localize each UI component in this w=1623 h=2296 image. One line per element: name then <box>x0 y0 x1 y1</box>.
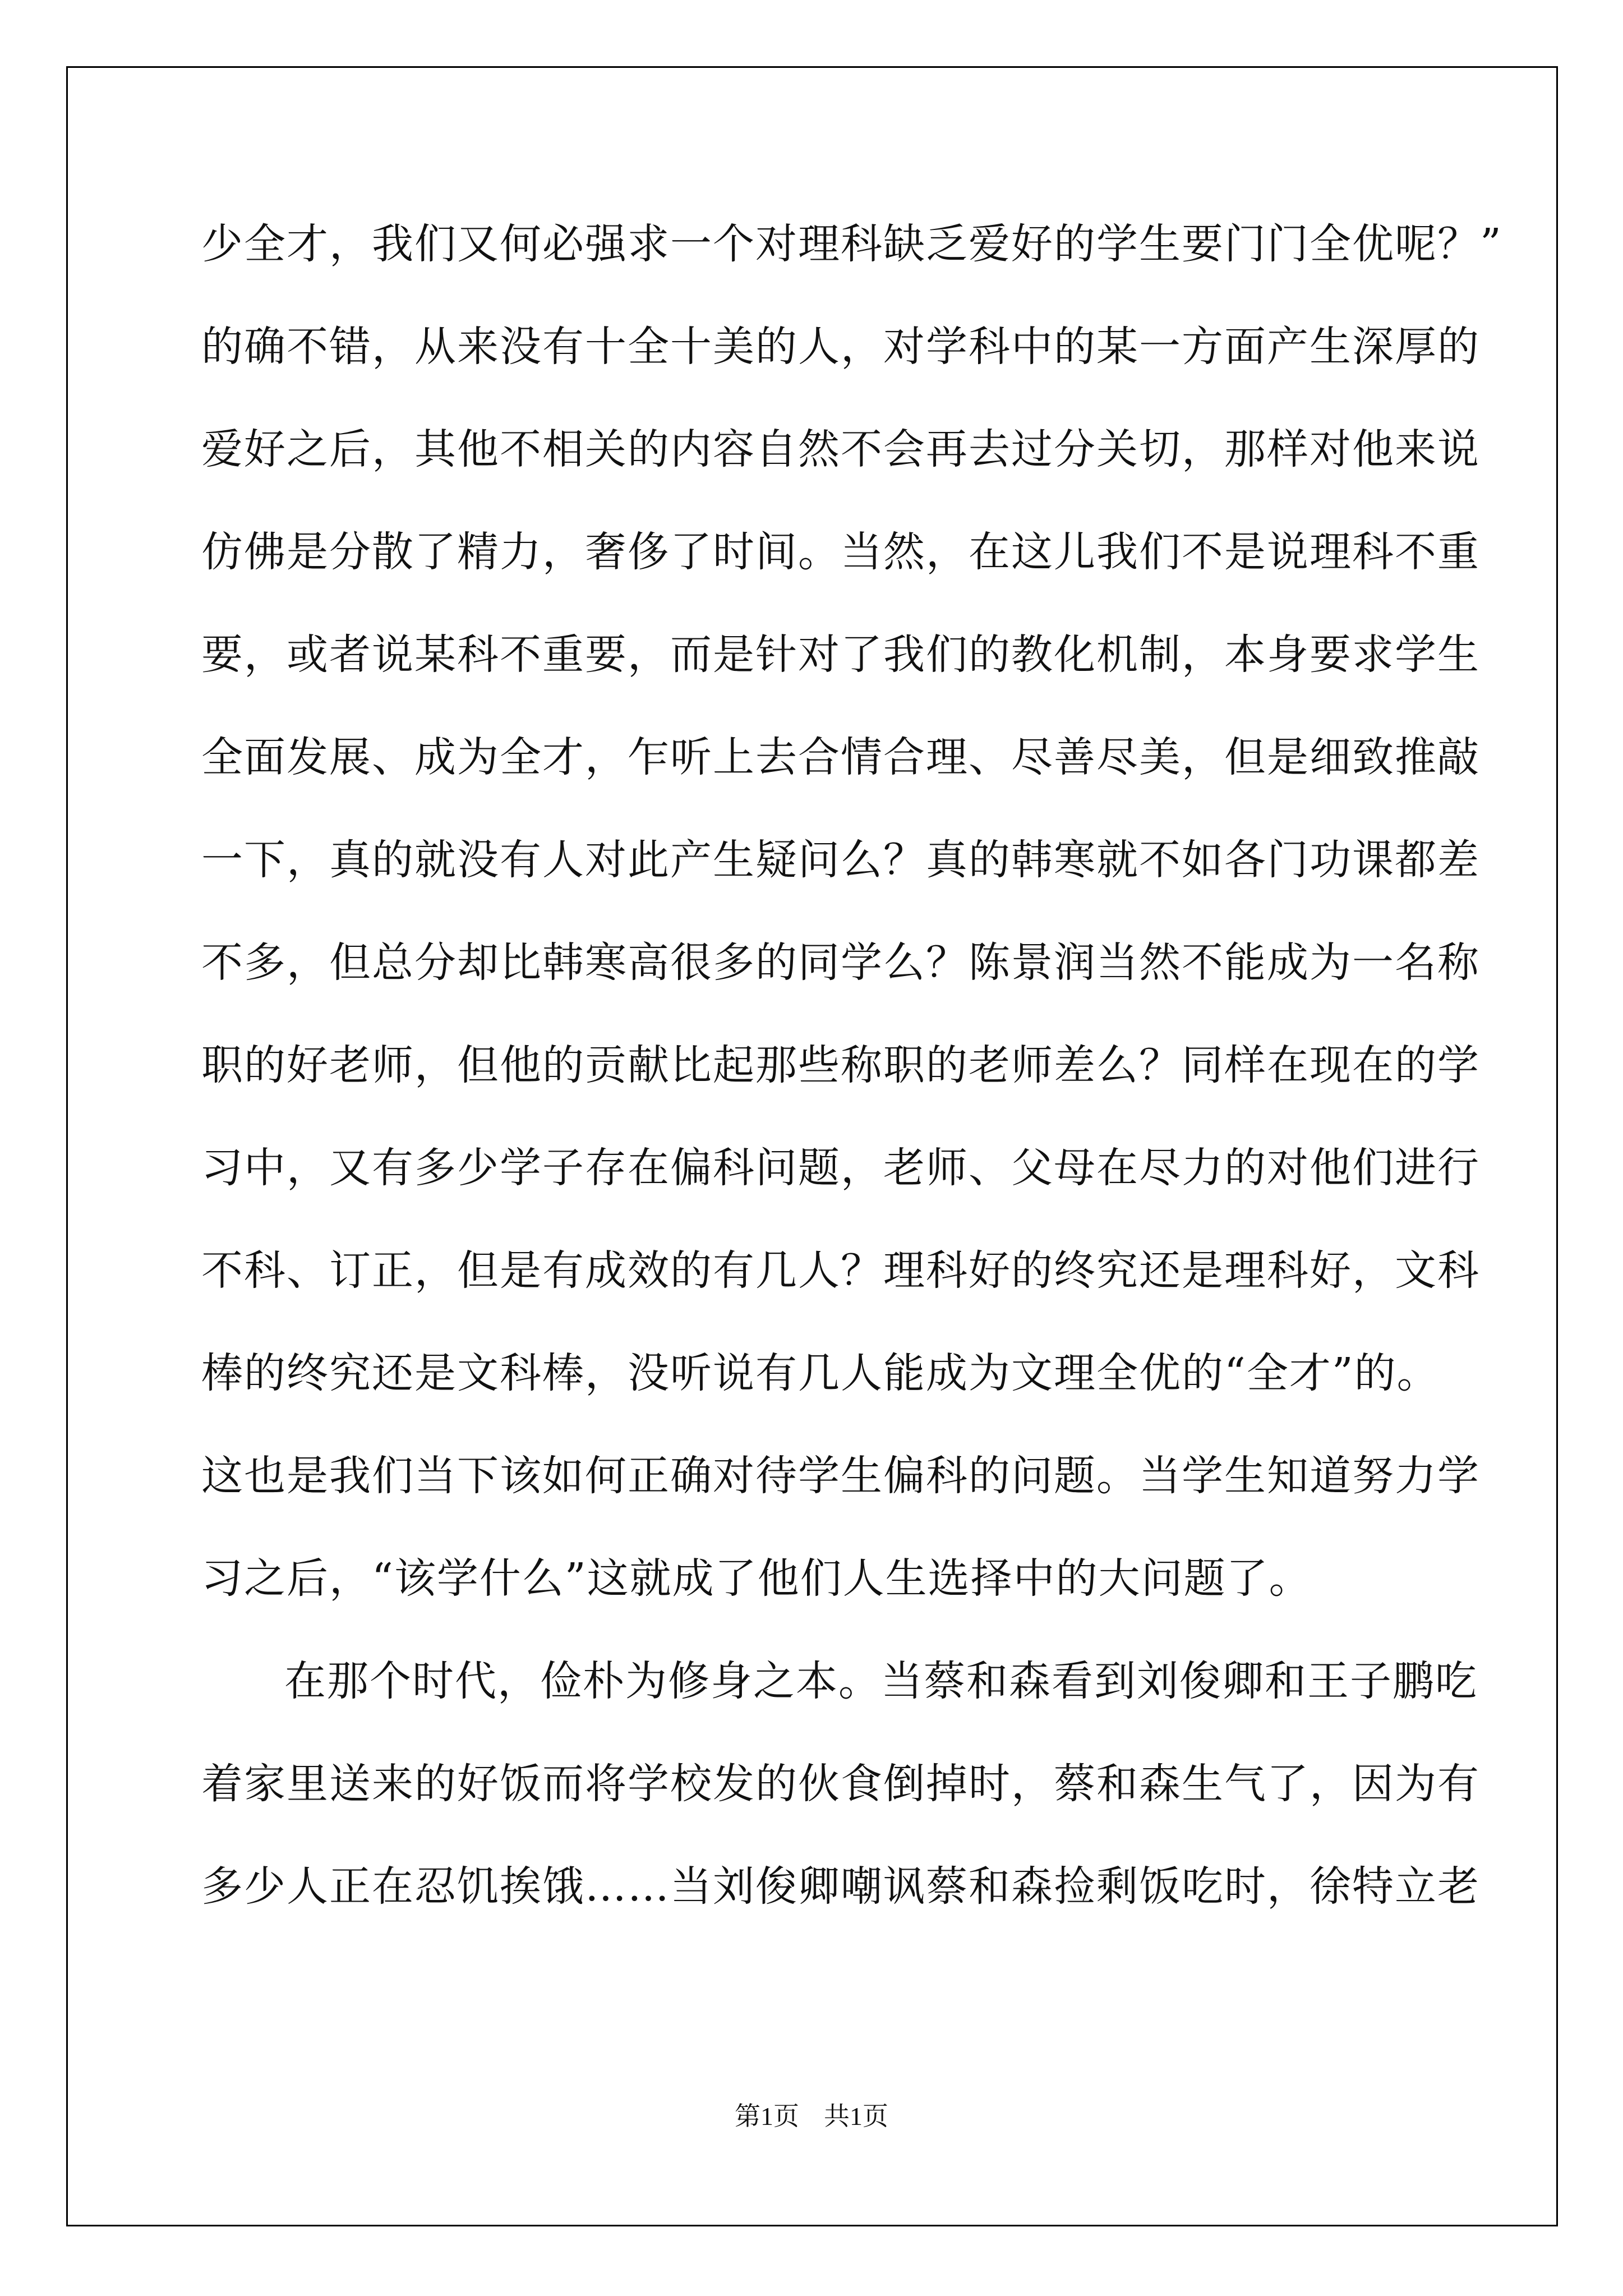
text-line: 多少人正在忍饥挨饿……当刘俊卿嘲讽蔡和森捡剩饭吃时，徐特立老 <box>201 1862 1480 1911</box>
text-line: 习中，又有多少学子存在偏科问题，老师、父母在尽力的对他们进行 <box>201 1144 1480 1192</box>
text-line: 职的好老师，但他的贡献比起那些称职的老师差么？同样在现在的学 <box>201 1041 1480 1089</box>
text-line: 全面发展、成为全才，乍听上去合情合理、尽善尽美，但是细致推敲 <box>201 733 1480 781</box>
text-line: 少全才，我们又何必强求一个对理科缺乏爱好的学生要门门全优呢？” <box>201 220 1502 268</box>
text-line: 这也是我们当下该如何正确对待学生偏科的问题。当学生知道努力学 <box>201 1452 1480 1500</box>
text-line: 棒的终究还是文科棒，没听说有几人能成为文理全优的“全才”的。 <box>201 1349 1440 1397</box>
text-line: 习之后，“该学什么”这就成了他们人生选择中的大问题了。 <box>201 1554 1312 1603</box>
text-line: 的确不错，从来没有十全十美的人，对学科中的某一方面产生深厚的 <box>201 323 1480 371</box>
text-line: 不多，但总分却比韩寒高很多的同学么？陈景润当然不能成为一名称 <box>201 938 1480 987</box>
text-line: 要，或者说某科不重要，而是针对了我们的教化机制，本身要求学生 <box>201 631 1480 679</box>
page-footer <box>0 2096 1623 2133</box>
page-number-current: 第1页 <box>735 2102 799 2131</box>
page-number-total: 共1页 <box>824 2102 888 2131</box>
text-line: 仿佛是分散了精力，奢侈了时间。当然，在这儿我们不是说理科不重 <box>201 528 1480 576</box>
text-line: 爱好之后，其他不相关的内容自然不会再去过分关切，那样对他来说 <box>201 425 1480 473</box>
text-line: 着家里送来的好饭而将学校发的伙食倒掉时，蔡和森生气了，因为有 <box>201 1760 1480 1808</box>
document-body <box>201 213 1502 1958</box>
text-line: 不科、订正，但是有成效的有几人？理科好的终究还是理科好，文科 <box>201 1246 1480 1295</box>
paragraph-first-line: 在那个时代，俭朴为修身之本。当蔡和森看到刘俊卿和王子鹏吃 <box>284 1657 1478 1705</box>
text-line: 一下，真的就没有人对此产生疑问么？真的韩寒就不如各门功课都差 <box>201 836 1480 884</box>
